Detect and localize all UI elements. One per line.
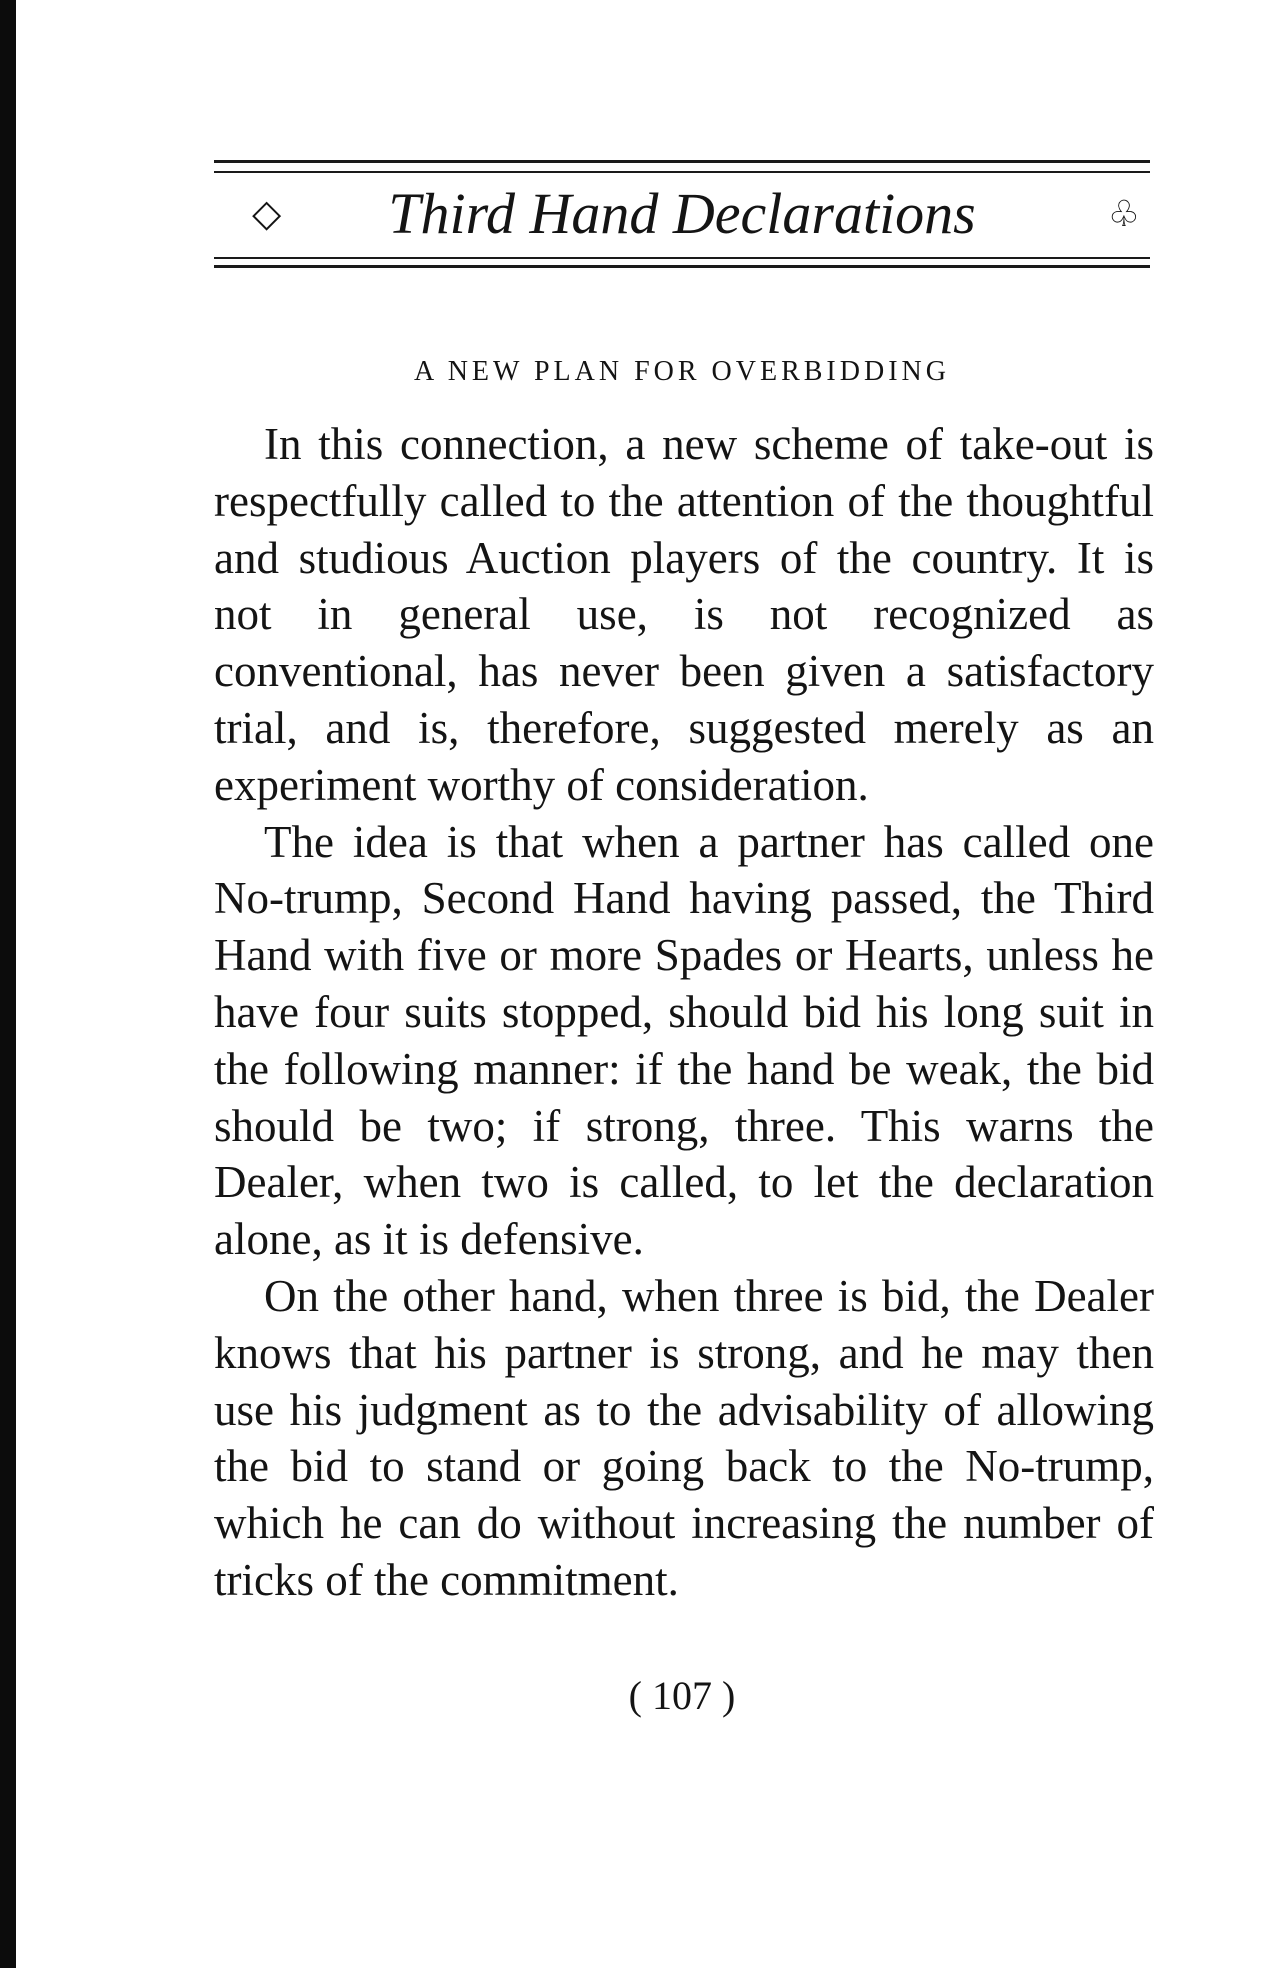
header-rule-top-thin [214,171,1150,173]
header-rule-top [214,160,1150,163]
section-heading: A NEW PLAN FOR OVERBIDDING [414,356,950,387]
diamond-outline-icon: ◇ [252,193,282,235]
page-number: ( 107 ) [628,1673,736,1718]
paragraph-1: In this connection, a new scheme of take-out is respectfully called to the attention of the thoughtful and studious Auction players of the country. It is not in general use, is not recognized as conventional, has never been given a satisfactory trial, and is, therefore, suggested merely as an experiment worthy of consideration. [214,419,1154,810]
paragraph-2: The idea is that when a partner has called one No-trump, Second Hand having passed, the Third Hand with five or more Spades or Hearts, unless he have four suits stopped, should bid his long suit in the following manner: if the hand be weak, the bid should be two; if strong, three. This warns the Dealer, when two is called, to let the declaration alone, as it is defensive. [214,816,1154,1265]
header-rule-bottom [214,265,1150,268]
body-text [214,416,1154,1609]
paragraph-3: On the other hand, when three is bid, the Dealer knows that his partner is strong, and he may then use his judgment as to the advisability of allowing the bid to stand or going back to the No-trump, which he can do without increasing the number of tricks of the commitment. [214,1270,1154,1605]
scan-edge [0,0,16,1968]
running-head-title: Third Hand Declarations [388,181,976,246]
header-rule-bottom-thin [214,257,1150,259]
running-head [214,180,1150,250]
club-outline-icon: ♧ [1107,194,1140,234]
